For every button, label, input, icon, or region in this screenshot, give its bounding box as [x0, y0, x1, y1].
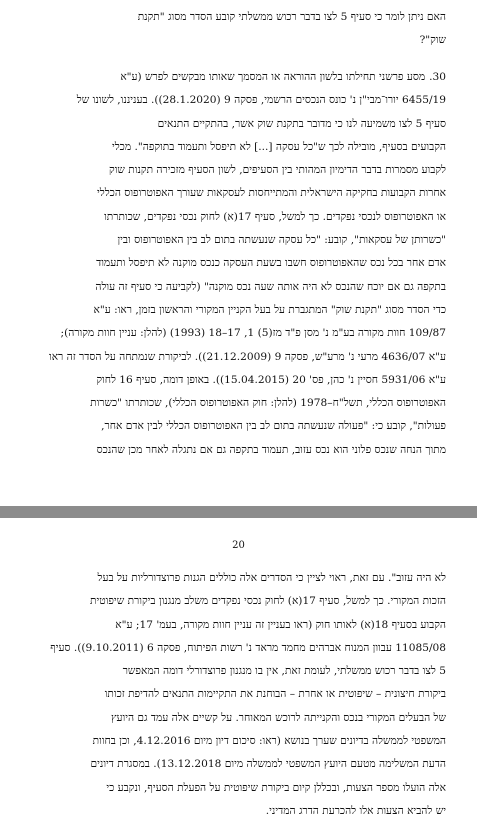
- text-line: ע"א 5931/06 חסיין נ' כהן, פס' 20 (15.04.2015)). באופן דומה, סעיף 16 לחוק: [96, 373, 446, 386]
- text-line: לא היה עזוב". עם זאת, ראוי לציין כי הסדרים אלה כוללים הגנות פרוצדורליות על בעל: [97, 572, 446, 584]
- text-line: [28, 66, 446, 89]
- text-line: ע"א 4636/07 מרעי נ' מרע"ש, פסקה 9 (21.12.2009)). לביקורת שנמתחה על הסדר זה ראו: [48, 350, 446, 363]
- text-line: הקבועים בסעיף, מובילה לכך ש"כל עסקה [...] לא תיפסל ותעמוד בתוקפה". מכלי: [111, 140, 446, 153]
- text-line: יש להביא הצעות אלו להכרעת הדרג המדיני.: [265, 804, 446, 817]
- text-line: אחרות הקבועות בחקיקה הישראלית והמתייחסות לעסקאות שעורך האפוטרופוס הכללי: [96, 187, 446, 200]
- text-line: שוק"?: [419, 34, 446, 47]
- text-line: סעיף 5 לצו משמיעה לנו כי מדובר בתקנת שוק אשר, בהתקיים התנאים: [157, 117, 446, 130]
- page-separator: [0, 506, 477, 518]
- text-line: האם ניתן לומר כי סעיף 5 לצו בדבר רכוש ממשלתי קובע הסדר מסוג "תקנת: [137, 11, 446, 23]
- paragraph-number: 30.: [429, 71, 446, 83]
- text-line: הזכות המקורי. כך למשל, סעיף 17(א) לחוק נכסי נפקדים משלב מנגנון ביקורת שיפוטית: [90, 595, 446, 608]
- text-line: 6455/19 יורו־מבי"ן נ' כונס הנכסים הרשמי, פסקה 9 (28.1.2020)). בעניננו, לשונו של: [76, 94, 446, 107]
- text-line: כדי הסדר מסוג "תקנת שוק" המתגברת על בעל הקניין המקורי והראשון בזמן, ראו: ע"א: [93, 303, 446, 316]
- text-line: או האפוטרופוס לנכסי נפקדים. כך למשל, סעיף 17(א) לחוק נכסי נפקדים, שכותרתו: [104, 210, 446, 223]
- text-line: פעולות", קובע כי: "פעולה שנעשתה בתום לב בין האפוטרופוס הכללי לבין אדם אחר,: [101, 420, 446, 433]
- continuation-paragraph: [28, 567, 446, 823]
- paragraph-30: [28, 66, 446, 462]
- intro-question: [28, 6, 446, 53]
- text-line: 109/87 חוות מקורה בע"מ נ' מסן פ"ד מז(5) 1, 17–18 (1993) (להלן: עניין חוות מקורה);: [60, 327, 446, 340]
- text-line: המשפטי לממשלה בדיונים שערך בנושא (ראו: סיכום דיון מיום 4.12.2016, וכן בחוות: [92, 735, 446, 748]
- text-line: לקבוע מסמרות בדבר הדימיון המהותי בין הסעיפים, לשון הסעיף מזכירה תקנות שוק: [109, 164, 446, 177]
- text-line: "כשרותן של עסקאות", קובע: "כל עסקה שנעשתה בתום לב בין האפוטרופוס ובין: [117, 234, 446, 247]
- page-number: 20: [232, 540, 245, 551]
- text-line: הקבוע בסעיף 18(א) לאותו חוק (ראו בעניין זה עניין חוות מקורה, בעמ' 17; ע"א: [115, 618, 446, 631]
- text-line: אדם אחר בכל נכס שהאפוטרופוס חשבו בשעת העסקה כנכס מוקנה לא תיפסל ותעמוד: [96, 257, 446, 270]
- text-line: הדעת המשלימה מטעם היועץ המשפטי לממשלה מיום 13.12.2018). במסגרת דיונים: [90, 758, 446, 771]
- text-line: 11085/08 עבוון המנוח אברהים מחמד מראד נ' רשות הפיתוח, פסקה 6 (9.10.2011)). סעיף: [50, 641, 446, 654]
- text-line: אלה הועלו מספר הצעות, ובכללן קיום ביקורת שיפוטית על הפעלת הסעיף, ונקבע כי: [106, 781, 446, 794]
- text-line: בתקפה גם אם יוכח שהנכס לא היה אותה שעה נכס מוקנה" (לקביעה כי סעיף זה עולה: [95, 280, 446, 293]
- text-line: האפוטרופוס הכללי, תשל"ח–1978 (להלן: חוק האפוטרופוס הכללי), שכותרתו "כשרות: [90, 397, 446, 410]
- text-line: מתוך הנחה שנכס פלוני הוא נכס עזוב, תעמוד בתקפה גם אם נתגלה לאחר מכן שהנכס: [96, 443, 446, 456]
- text-line: 5 לצו בדבר רכוש ממשלתי, לעומת זאת, אין בו מנגנון פרוצדורלי דומה המאפשר: [122, 665, 446, 678]
- paragraph-first-line: מסע פרשני תחילתו בלשון ההוראה או המסמך שאותו מבקשים לפרש (ע"א: [120, 71, 426, 83]
- text-line: של הבעלים המקורי בנכס והקנייתה לרוכש המאוחר. על קשיים אלה עמד גם היועץ: [110, 711, 446, 724]
- text-line: ביקורת חיצונית – שיפוטית או אחרת – הבוחנת את התקיימות התנאים להדיפת זכותו: [104, 688, 446, 701]
